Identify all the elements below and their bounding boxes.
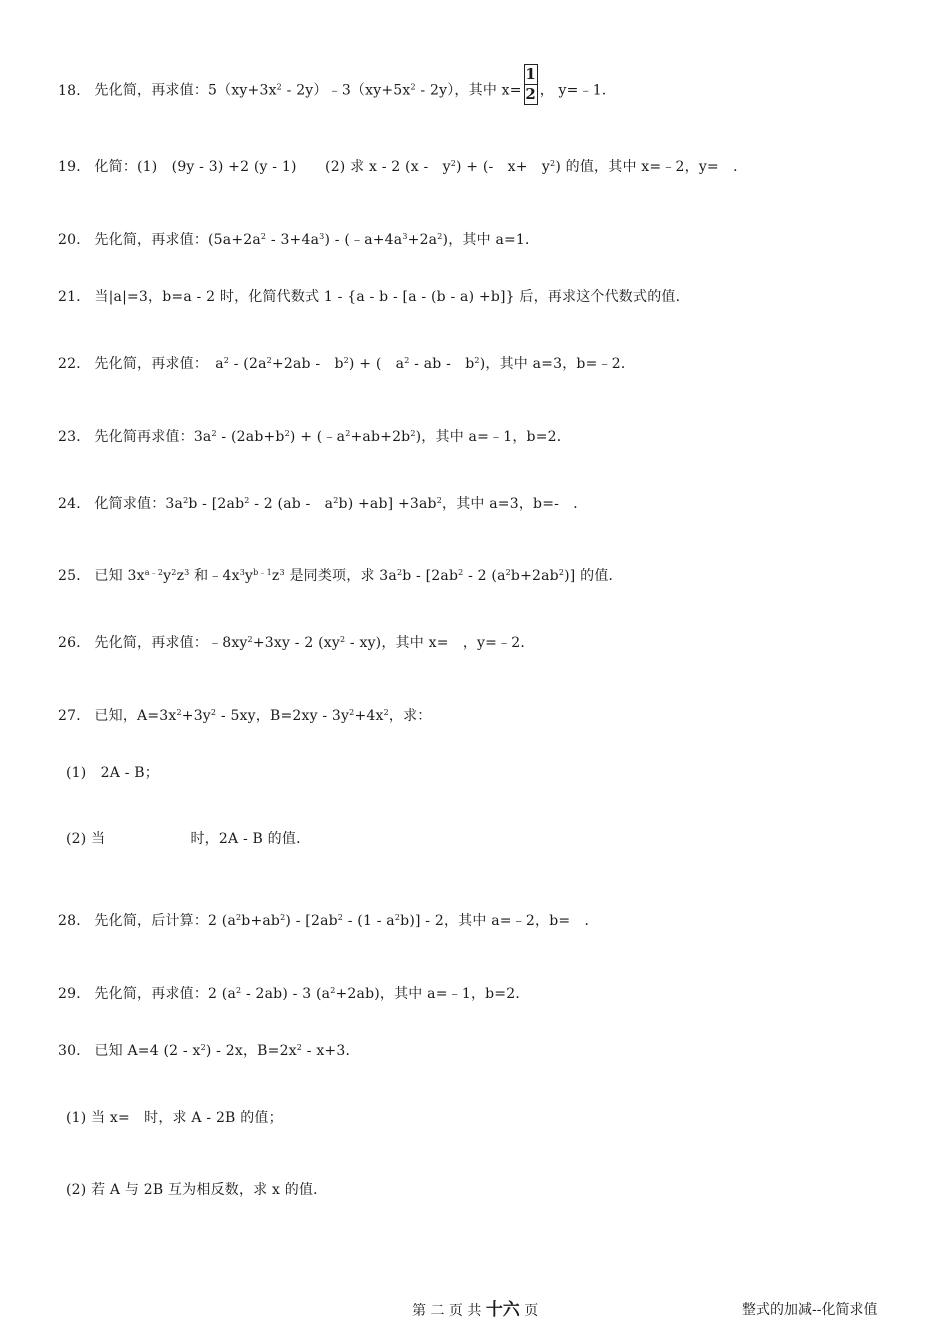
problem-text: (2) 当 时，2A - B 的值．	[66, 831, 311, 847]
superscript: 2	[200, 1043, 206, 1052]
problem-text: - 2 (a	[463, 568, 506, 584]
problem-text: b) +ab] +3ab	[338, 496, 437, 512]
fraction-numerator: 1	[525, 65, 537, 83]
problem-text: - xy)，其中 x= ，y=﹣2．	[345, 635, 535, 651]
problem-text: (2) 若 A 与 2B 互为相反数，求 x 的值．	[66, 1182, 328, 1198]
problem-number: 20．	[58, 232, 91, 248]
superscript: 2	[236, 986, 242, 995]
problem-number: 24．	[58, 496, 91, 512]
problem-30-part-2	[60, 1180, 327, 1200]
problem-text: 和﹣4x	[189, 568, 240, 584]
problem-number: 25．	[58, 568, 91, 584]
problem-text: b+ab	[241, 913, 281, 929]
problem-text: )] 的值．	[564, 568, 623, 584]
superscript: 2	[410, 82, 416, 92]
superscript: 2	[171, 568, 177, 577]
problem-text: +4x	[354, 708, 384, 724]
superscript: 2	[396, 568, 403, 577]
problem-text: - 5xy，B=2xy - 3y	[216, 708, 350, 724]
problem-text: +2ab)，其中 a=﹣1，b=2．	[335, 986, 530, 1002]
superscript: 2	[244, 496, 250, 505]
superscript: 2	[450, 159, 456, 168]
problem-text: - 3+4a	[266, 232, 320, 248]
problem-text: +3y	[181, 708, 211, 724]
problem-27-part-2	[60, 829, 310, 849]
problem-text: - (2ab+b	[216, 429, 285, 445]
problem-28	[58, 911, 599, 931]
problem-text: (1) 2A - B；	[66, 765, 159, 781]
superscript: 2	[223, 356, 230, 365]
superscript: 2	[349, 708, 355, 717]
problem-text: ，求：	[388, 708, 432, 724]
problem-25	[58, 566, 623, 586]
problem-number: 19．	[58, 159, 91, 175]
superscript: 2	[236, 913, 242, 922]
superscript: 2	[394, 913, 401, 922]
problem-number: 28．	[58, 913, 91, 929]
superscript: 2	[410, 429, 416, 438]
superscript: 2	[276, 82, 282, 92]
problem-text: ) + ( a	[348, 356, 405, 372]
superscript: 3	[279, 568, 285, 577]
problem-text: 已知 3x	[94, 568, 145, 584]
superscript: 2	[505, 568, 511, 577]
problem-text: 先化简再求值：3a	[94, 429, 212, 445]
problem-18	[58, 65, 617, 111]
problem-text: +3xy - 2 (xy	[252, 635, 340, 651]
problem-text: +2ab - b	[271, 356, 344, 372]
problem-27-part-1	[60, 763, 159, 783]
fraction-denominator: 2	[525, 85, 537, 103]
problem-text: b - [2ab	[188, 496, 245, 512]
problem-number: 22．	[58, 356, 91, 372]
superscript: 2	[333, 496, 339, 505]
problem-text: 已知 A=4 (2 - x	[94, 1043, 201, 1059]
problem-text: 化简求值：3a	[94, 496, 184, 512]
problem-text: b - [2ab	[402, 568, 459, 584]
problem-20	[58, 230, 539, 250]
problem-27	[58, 706, 431, 726]
problem-number: 21．	[58, 289, 91, 305]
superscript: 2	[266, 356, 272, 365]
document-topic	[742, 1300, 877, 1320]
superscript: 2	[550, 159, 556, 168]
problem-text: ， y=﹣1．	[539, 82, 617, 99]
superscript: 2	[558, 568, 565, 577]
problem-text: b+2ab	[510, 568, 559, 584]
problem-text: )，其中 a=3，b=﹣2．	[479, 356, 636, 372]
problem-30-part-1	[60, 1108, 283, 1128]
problem-text: )，其中 a=﹣1，b=2．	[415, 429, 571, 445]
problem-number: 23．	[58, 429, 91, 445]
problem-text: - 2y），其中 x=	[415, 82, 522, 99]
problem-22	[58, 354, 635, 374]
superscript: 2	[474, 356, 480, 365]
superscript: 2	[458, 568, 464, 577]
page-number-prefix: 第 二 页 共	[412, 1303, 482, 1319]
problem-number: 26．	[58, 635, 91, 651]
problem-text: 化简：(1) (9y - 3) +2 (y - 1) (2) 求 x - 2 (x - y	[94, 159, 451, 175]
superscript: 2	[260, 232, 267, 241]
superscript: 2	[210, 708, 217, 717]
problem-number: 18．	[58, 82, 91, 99]
superscript: 2	[339, 635, 346, 644]
problem-text: (1) 当 x= 时，求 A - 2B 的值；	[66, 1110, 283, 1126]
problem-23	[58, 427, 571, 447]
problem-text: 先化简，再求值：5（xy+3x	[94, 82, 277, 99]
superscript: 2	[330, 986, 336, 995]
problem-26	[58, 633, 535, 653]
problem-number: 30．	[58, 1043, 91, 1059]
problem-text: - ab - b	[409, 356, 475, 372]
problem-text: ) - [2ab	[285, 913, 338, 929]
superscript: 2	[280, 913, 286, 922]
page-number	[412, 1300, 538, 1321]
problem-24	[58, 494, 587, 514]
problem-text: )，其中 a=1．	[442, 232, 540, 248]
problem-text: 先化简，后计算：2 (a	[94, 913, 236, 929]
superscript: 3	[319, 232, 325, 241]
problem-text: 是同类项，求 3a	[284, 568, 397, 584]
superscript: 2	[296, 1043, 303, 1052]
problem-text: y	[245, 568, 254, 584]
superscript: 2	[345, 429, 351, 438]
superscript: 2	[284, 429, 290, 438]
superscript: 2	[343, 356, 349, 365]
problem-21	[58, 287, 690, 307]
superscript: 2	[176, 708, 182, 717]
problem-text: - x+3．	[302, 1043, 360, 1059]
problem-text: ) 的值，其中 x=﹣2，y= ．	[555, 159, 748, 175]
superscript: 2	[436, 496, 442, 505]
superscript: 2	[437, 232, 443, 241]
problem-text: 先化简，再求值： a	[94, 356, 224, 372]
problem-text: z	[271, 568, 280, 584]
problem-text: - (1 - a	[343, 913, 395, 929]
problem-text: - 2 (ab - a	[249, 496, 334, 512]
problem-text: ，其中 a=3，b=- ．	[442, 496, 588, 512]
superscript: 2	[211, 429, 217, 438]
superscript: 3	[402, 232, 408, 241]
problem-30	[58, 1041, 360, 1061]
superscript: 2	[337, 913, 344, 922]
problem-text: 先化简，再求值：﹣8xy	[94, 635, 248, 651]
superscript: 2	[383, 708, 389, 717]
problem-number: 29．	[58, 986, 91, 1002]
superscript: b﹣1	[253, 568, 272, 577]
problem-text: b)] - 2，其中 a=﹣2，b= ．	[400, 913, 599, 929]
superscript: 2	[183, 496, 189, 505]
problem-19	[58, 157, 747, 177]
problem-text: - (2a	[229, 356, 267, 372]
problem-text: 先化简，再求值：(5a+2a	[94, 232, 261, 248]
problem-text: ) + (- x+ y	[456, 159, 551, 175]
problem-text: - 2ab) - 3 (a	[241, 986, 331, 1002]
superscript: 2	[404, 356, 410, 365]
superscript: 3	[184, 568, 190, 577]
superscript: a﹣2	[144, 568, 164, 577]
problem-text: 先化简，再求值：2 (a	[94, 986, 236, 1002]
problem-text: +ab+2b	[350, 429, 411, 445]
problem-text: ) + (﹣a	[289, 429, 346, 445]
problem-number: 27．	[58, 708, 91, 724]
problem-text: - 2y）﹣3（xy+5x	[281, 82, 411, 99]
superscript: 3	[239, 568, 245, 577]
fraction-one-half	[524, 64, 538, 105]
page-total: 十六	[485, 1300, 520, 1320]
problem-text: 已知，A=3x	[94, 708, 177, 724]
problem-text: z	[176, 568, 185, 584]
problem-text: y	[163, 568, 172, 584]
page-number-suffix: 页	[524, 1303, 539, 1319]
problem-text: +2a	[407, 232, 438, 248]
superscript: 2	[247, 635, 253, 644]
topic-label: 整式的加减--化简求值	[742, 1302, 878, 1318]
problem-text: 当|a|=3，b=a - 2 时，化简代数式 1 - {a - b - [a - (b - a) +b]} 后，再求这个代数式的值．	[94, 289, 690, 305]
problem-29	[58, 984, 530, 1004]
problem-text: ) - (﹣a+4a	[324, 232, 403, 248]
problem-text: ) - 2x，B=2x	[205, 1043, 297, 1059]
